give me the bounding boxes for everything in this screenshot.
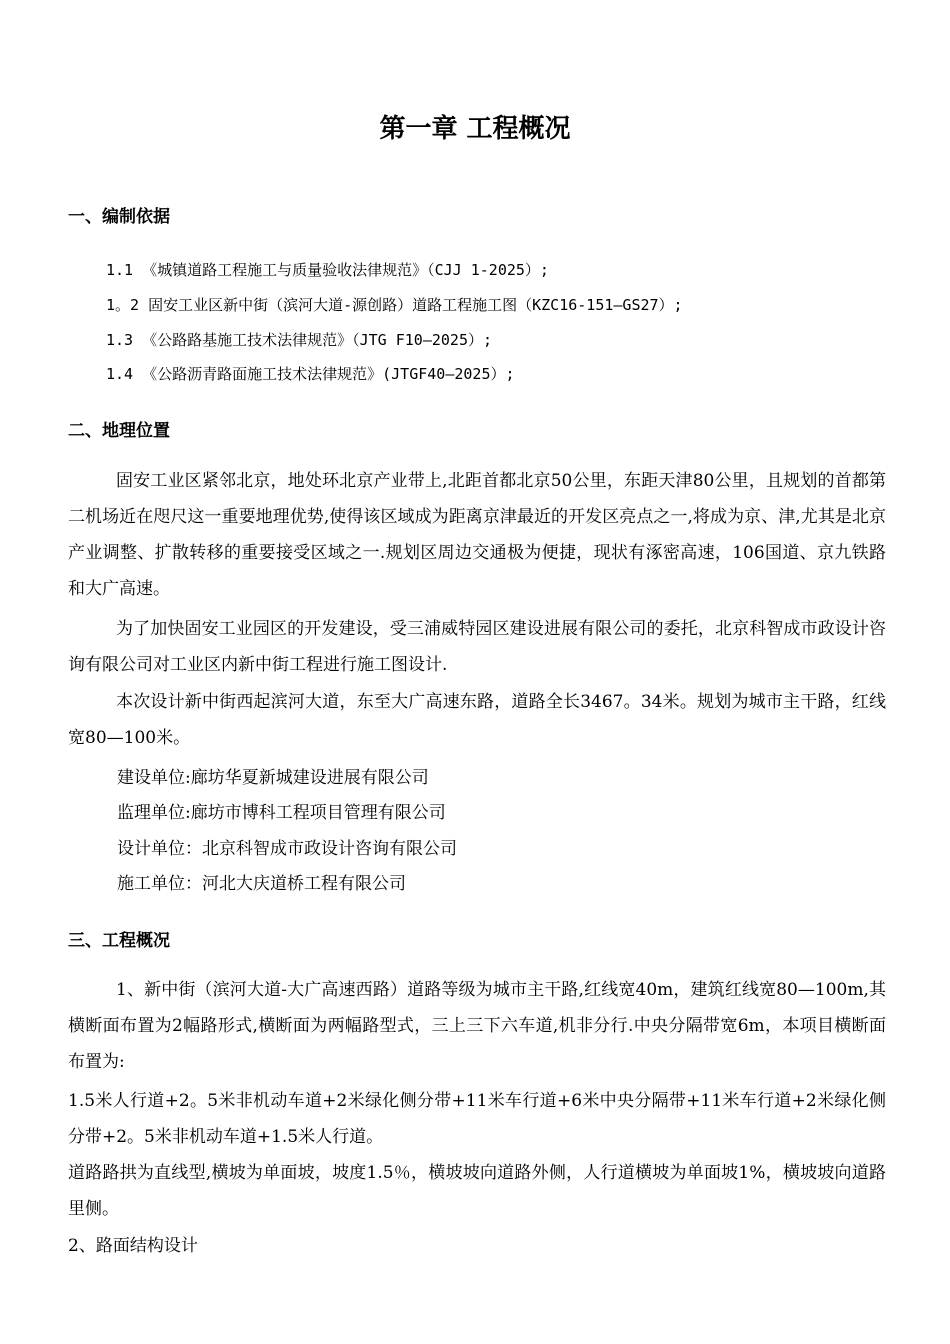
supervision-unit: 监理单位:廊坊市博科工程项目管理有限公司	[117, 803, 446, 823]
commission-paragraph: 为了加快固安工业园区的开发建设，受三浦威特园区建设进展有限公司的委托，北京科智成市政设计咨询有限公司对工业区内新中街工程进行施工图设计.	[68, 619, 886, 675]
reference-item: 1.3 《公路路基施工技术法律规范》（JTG F10—2025）;	[106, 331, 493, 349]
pavement-structure-heading: 2、路面结构设计	[68, 1236, 198, 1256]
section-heading-location: 二、地理位置	[68, 421, 170, 441]
road-grade-paragraph: 1、新中街（滨河大道-大广高速西路）道路等级为城市主干路,红线宽40m，建筑红线宽80—100m,其横断面布置为2幅路形式,横断面为两幅路型式，三上三下六车道,机非分行.中央分隔带宽6m，本项目横断面布置为:	[68, 980, 886, 1072]
slope-paragraph: 道路路拱为直线型,横坡为单面坡，坡度1.5％，横坡坡向道路外侧，人行道横坡为单面坡1%，横坡坡向道路里侧。	[68, 1163, 886, 1219]
reference-item: 1.4 《公路沥青路面施工技术法律规范》(JTGF40—2025）;	[106, 365, 515, 383]
section-heading-overview: 三、工程概况	[68, 931, 170, 951]
reference-item: 1。2 固安工业区新中街（滨河大道-源创路）道路工程施工图（KZC16-151—GS27）;	[106, 296, 683, 314]
construction-unit: 建设单位:廊坊华夏新城建设进展有限公司	[117, 768, 429, 788]
design-scope-paragraph: 本次设计新中街西起滨河大道，东至大广高速东路，道路全长3467。34米。规划为城市主干路，红线宽80—100米。	[68, 692, 886, 748]
design-unit: 设计单位：北京科智成市政设计咨询有限公司	[117, 839, 457, 859]
section-heading-basis: 一、编制依据	[68, 207, 170, 227]
reference-item: 1.1 《城镇道路工程施工与质量验收法律规范》（CJJ 1-2025）;	[106, 261, 549, 279]
cross-section-paragraph: 1.5米人行道+2。5米非机动车道+2米绿化侧分带+11米车行道+6米中央分隔带+11米车行道+2米绿化侧分带+2。5米非机动车道+1.5米人行道。	[68, 1091, 886, 1147]
chapter-title: 第一章 工程概况	[379, 114, 571, 144]
contractor-unit: 施工单位：河北大庆道桥工程有限公司	[117, 874, 406, 894]
location-paragraph: 固安工业区紧邻北京，地处环北京产业带上,北距首都北京50公里，东距天津80公里，且规划的首都第二机场近在咫尺这一重要地理优势,使得该区域成为距离京津最近的开发区亮点之一,将成为京、津,尤其是北京产业调整、扩散转移的重要接受区域之一.规划区周边交通极为便捷，现状有涿密高速，106国道、京九铁路和大广高速。	[68, 471, 886, 599]
